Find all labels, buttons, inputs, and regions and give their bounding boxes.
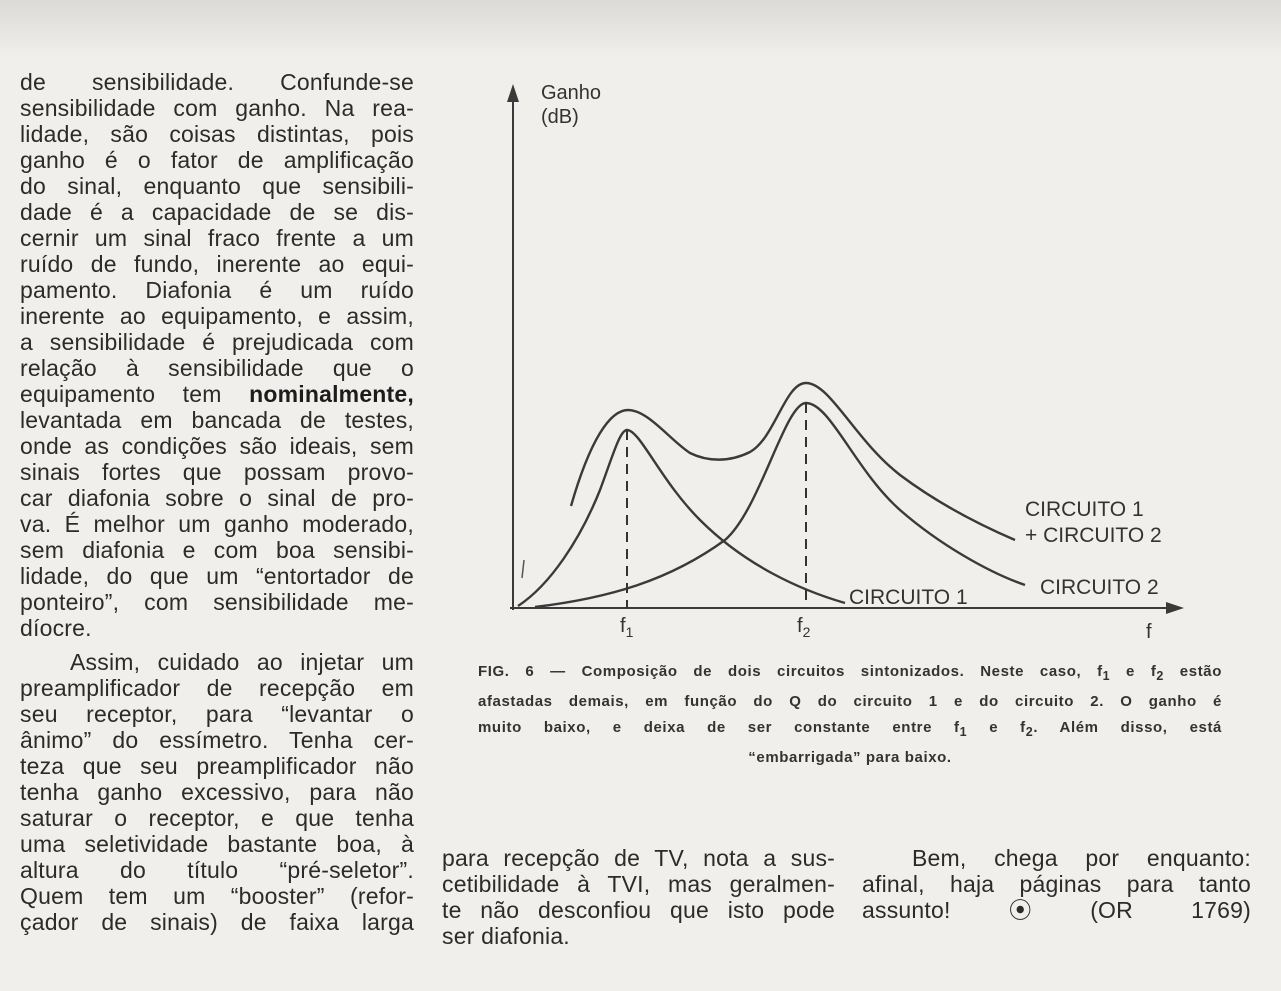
text-line: inerente ao equipamento, e assim, <box>20 303 414 329</box>
f1-subscript: 1 <box>625 624 634 640</box>
text-line: çador de sinais) de faixa larga <box>20 909 414 935</box>
text-line <box>862 897 1251 923</box>
y-axis-label: Ganho <box>541 82 602 104</box>
caption-subscript: 2 <box>1025 725 1034 739</box>
text-run: assunto! <box>862 897 951 923</box>
text-line: altura do título “pré-seletor”. <box>20 857 414 883</box>
end-mark: ⦿ (OR 1769) <box>1008 897 1252 923</box>
caption-subscript: 1 <box>1102 669 1111 683</box>
text-line: do sinal, enquanto que sensibili- <box>20 173 414 199</box>
text-line: ruído de fundo, inerente ao equi- <box>20 251 414 277</box>
text-line: dade é a capacidade de se dis- <box>20 199 414 225</box>
f1-tick-label <box>620 615 634 640</box>
sum-curve <box>571 383 1015 540</box>
text-line: ânimo” do essímetro. Tenha cer- <box>20 727 414 753</box>
text-column-left <box>20 69 414 935</box>
text-line: cetibilidade à TVI, mas geralmen- <box>442 871 835 897</box>
f2-main: f <box>797 615 803 637</box>
x-axis-label: f <box>1146 621 1152 643</box>
f1-main: f <box>620 615 626 637</box>
figure-caption <box>478 659 1222 771</box>
text-line: onde as condições são ideais, sem <box>20 433 414 459</box>
text-line: lidade, do que um “entortador de <box>20 563 414 589</box>
selectivity-figure <box>500 70 1200 645</box>
caption-line <box>478 715 1222 745</box>
circuit1-label: CIRCUITO 1 <box>849 586 968 609</box>
text-line: va. É melhor um ganho moderado, <box>20 511 414 537</box>
text-line: sinais fortes que possam provo- <box>20 459 414 485</box>
paragraph-1 <box>20 69 414 641</box>
caption-run: e f <box>1110 663 1157 680</box>
sum-curve-label-2: + CIRCUITO 2 <box>1025 524 1162 547</box>
text-line: sensibilidade com ganho. Na rea- <box>20 95 414 121</box>
caption-line: afastadas demais, em função do Q do circuito 1 e do circuito 2. O ganho é <box>478 693 1222 710</box>
text-line: ser diafonia. <box>442 923 570 949</box>
f2-tick-label <box>797 615 811 640</box>
text-line <box>20 381 414 407</box>
text-line: seu receptor, para “levantar o <box>20 701 414 727</box>
y-axis-unit: (dB) <box>541 106 579 128</box>
page-top-shadow <box>0 0 1281 58</box>
f2-subscript: 2 <box>802 624 811 640</box>
caption-line <box>478 659 1222 689</box>
text-line: de sensibilidade. Confunde-se <box>20 69 414 95</box>
caption-run: FIG. 6 — Composição de dois circuitos sintonizados. Neste caso, f <box>478 663 1103 680</box>
text-line: te não desconfiou que isto pode <box>442 897 835 923</box>
caption-run: estão <box>1163 663 1222 680</box>
circuit1-curve <box>518 430 845 606</box>
text-line: Quem tem um “booster” (refor- <box>20 883 414 909</box>
text-line: para recepção de TV, nota a sus- <box>442 845 835 871</box>
caption-run: . Além disso, está <box>1033 719 1222 736</box>
text-line: sem diafonia e com boa sensibi- <box>20 537 414 563</box>
text-line: cernir um sinal fraco frente a um <box>20 225 414 251</box>
text-column-right <box>862 845 1251 923</box>
text-line: teza que seu preamplificador não <box>20 753 414 779</box>
caption-run: e f <box>967 719 1026 736</box>
text-line: car diafonia sobre o sinal de pro- <box>20 485 414 511</box>
bold-word: nominalmente, <box>249 381 414 407</box>
text-line: levantada em bancada de testes, <box>20 407 414 433</box>
text-line: tenha ganho excessivo, para não <box>20 779 414 805</box>
x-axis-arrow <box>1166 602 1184 614</box>
text-line: Assim, cuidado ao injetar um <box>70 649 414 675</box>
text-line: saturar o receptor, e que tenha <box>20 805 414 831</box>
text-line: pamento. Diafonia é um ruído <box>20 277 414 303</box>
paragraph-2 <box>20 649 414 935</box>
text-line: a sensibilidade é prejudicada com <box>20 329 414 355</box>
text-run: equipamento tem <box>20 381 250 407</box>
caption-run: muito baixo, e deixa de ser constante entre f <box>478 719 960 736</box>
curves <box>518 383 1025 607</box>
text-line: díocre. <box>20 615 92 641</box>
text-line: ponteiro”, com sensibilidade me- <box>20 589 414 615</box>
y-axis-arrow <box>507 84 519 102</box>
text-line: relação à sensibilidade que o <box>20 355 414 381</box>
text-line: lidade, são coisas distintas, pois <box>20 121 414 147</box>
caption-subscript: 1 <box>959 725 968 739</box>
scan-mark <box>522 560 524 578</box>
sum-curve-label: CIRCUITO 1 <box>1025 498 1144 521</box>
text-line: uma seletividade bastante boa, à <box>20 831 414 857</box>
text-line: afinal, haja páginas para tanto <box>862 871 1251 897</box>
caption-line: “embarrigada” para baixo. <box>748 749 952 766</box>
text-column-middle <box>442 845 835 949</box>
caption-subscript: 2 <box>1156 669 1164 683</box>
text-line: ganho é o fator de amplificação <box>20 147 414 173</box>
circuit2-label: CIRCUITO 2 <box>1040 576 1159 599</box>
text-line: preamplificador de recepção em <box>20 675 414 701</box>
text-line: Bem, chega por enquanto: <box>912 845 1251 871</box>
